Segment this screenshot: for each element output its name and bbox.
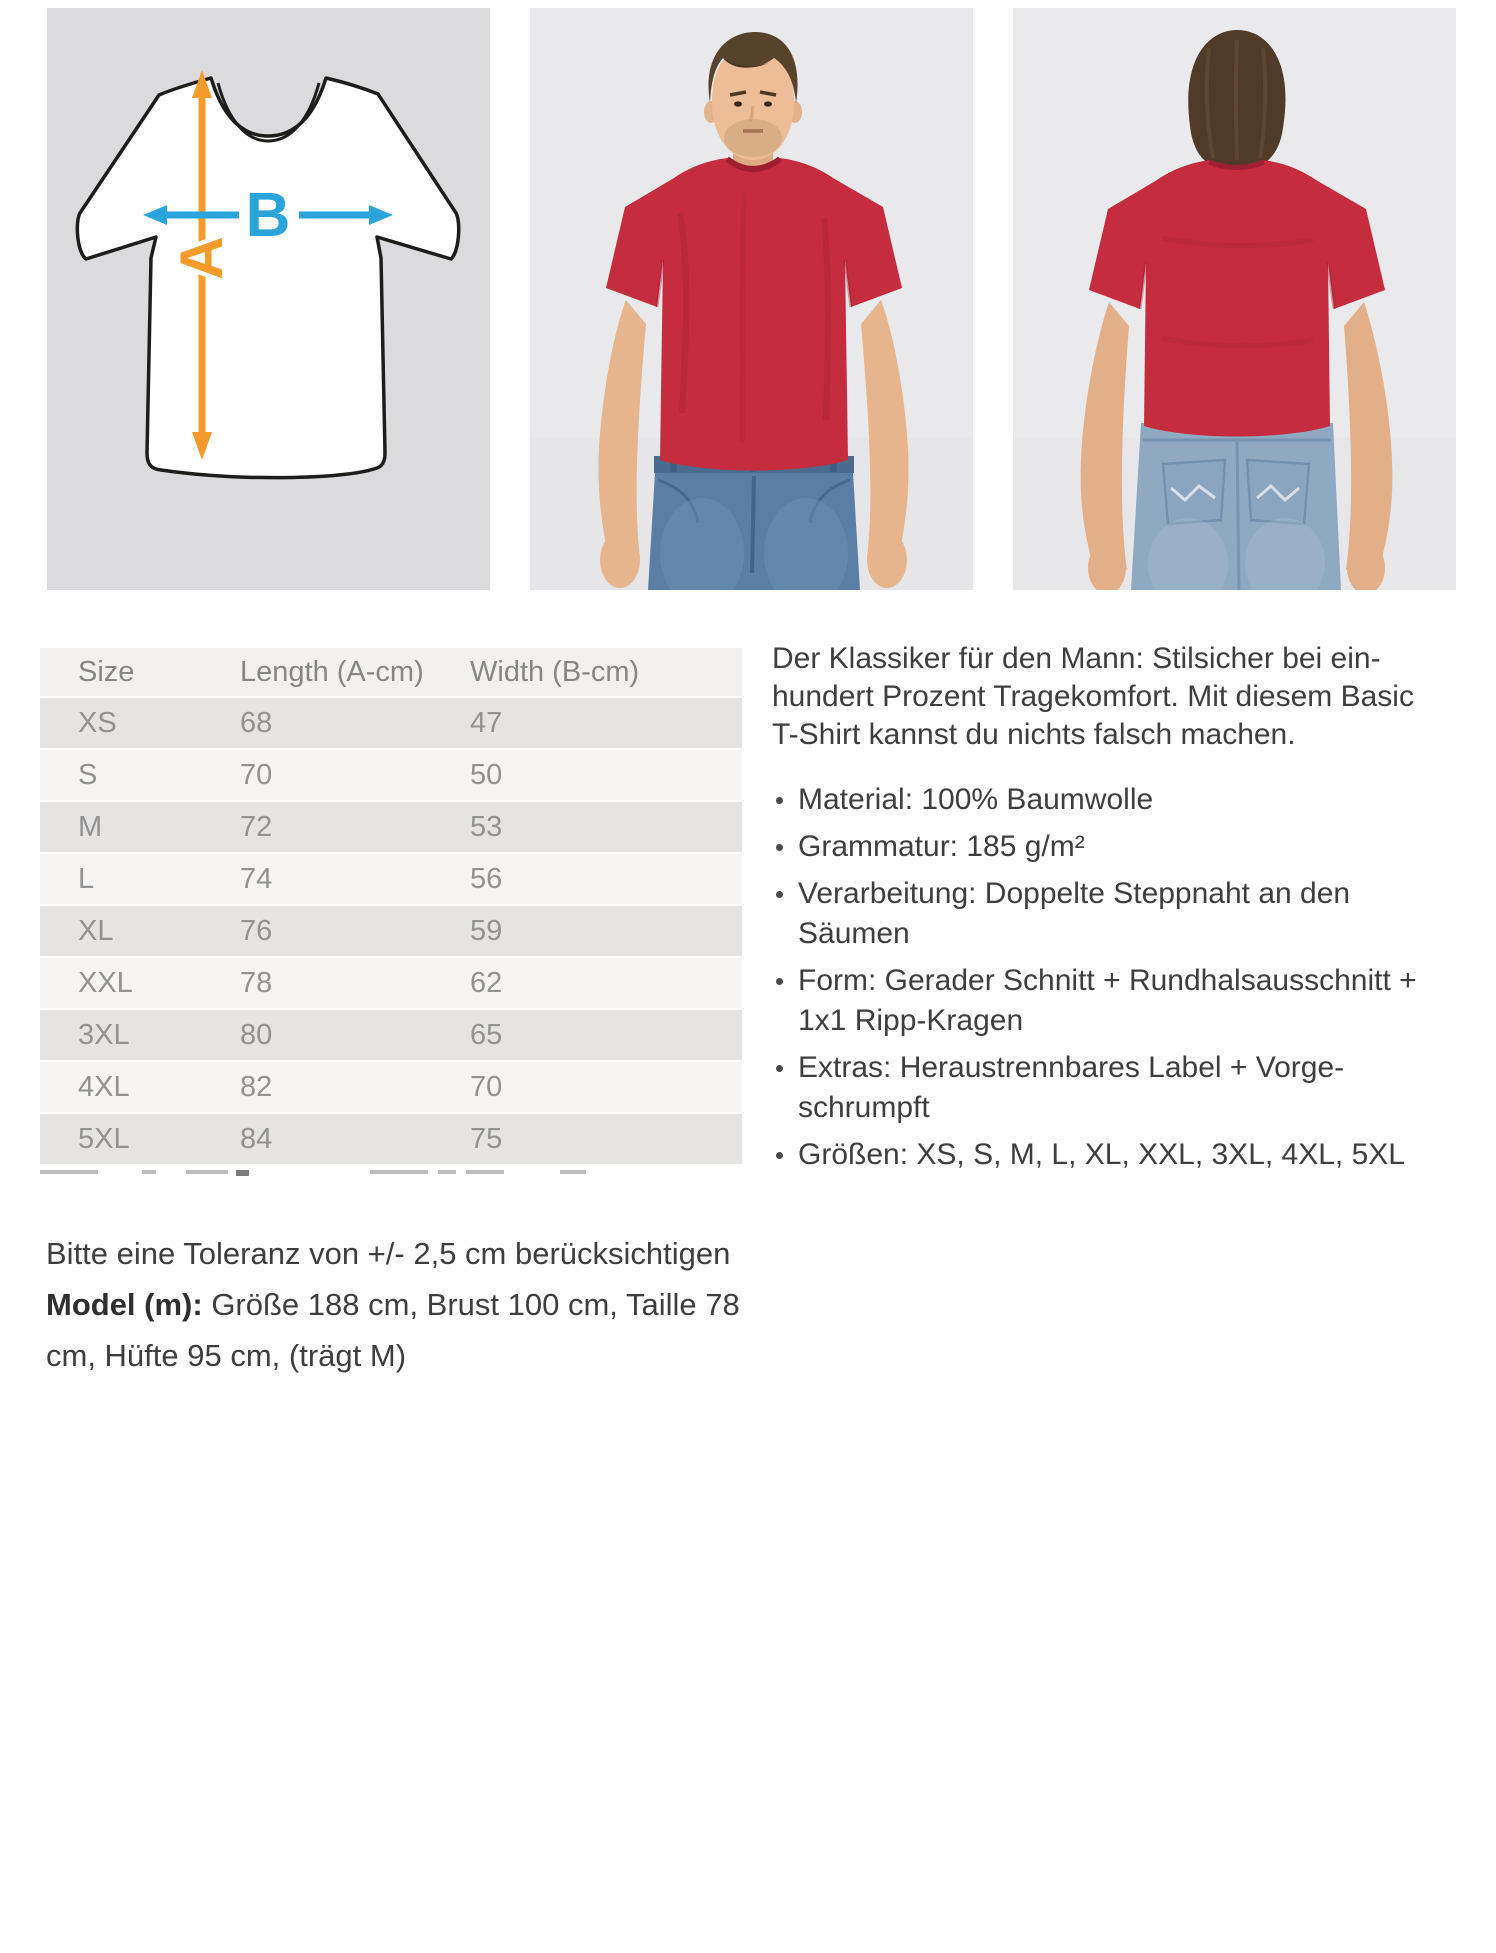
spec-text: Extras: Heraustrennbares Label + Vorgeschrumpft — [798, 1051, 1345, 1124]
cell-width: 53 — [470, 802, 742, 854]
remnant-dash — [370, 1170, 428, 1174]
column-header-size: Size — [40, 648, 240, 698]
bullet-dot-icon — [772, 827, 798, 867]
cell-size: XXL — [40, 958, 240, 1010]
remnant-dash — [40, 1170, 98, 1174]
cell-size: XL — [40, 906, 240, 958]
spec-text: Größen: XS, S, M, L, XL, XXL, 3XL, 4XL, 5XL — [798, 1138, 1405, 1171]
bullet-dot-icon — [772, 780, 798, 820]
spec-item — [772, 780, 1432, 820]
spec-item — [772, 1048, 1432, 1128]
spec-item — [772, 874, 1432, 954]
bullet-dot-icon — [772, 874, 798, 914]
bullet-dot-icon — [772, 961, 798, 1001]
cell-width: 59 — [470, 906, 742, 958]
spec-list — [772, 780, 1432, 1175]
table-header-row — [40, 648, 742, 698]
model-front-photo — [530, 8, 973, 590]
spec-text: Grammatur: 185 g/m² — [798, 830, 1085, 863]
table-row — [40, 698, 742, 750]
cell-size: M — [40, 802, 240, 854]
table-row — [40, 1114, 742, 1166]
cell-size: 5XL — [40, 1114, 240, 1166]
arrow-b-label: B — [245, 181, 291, 250]
model-note-text: Größe 188 cm, Brust 100 cm, Taille 78 cm, Hüfte 95 cm, (trägt M) — [46, 1287, 740, 1373]
tshirt-measure-diagram — [47, 8, 490, 590]
cell-width: 56 — [470, 854, 742, 906]
cell-width: 50 — [470, 750, 742, 802]
cell-length: 82 — [240, 1062, 470, 1114]
spec-text: Form: Gerader Schnitt + Rundhalsausschnitt + 1x1 Ripp-Kragen — [798, 964, 1417, 1037]
model-note-label: Model (m): — [46, 1287, 203, 1322]
cell-width: 62 — [470, 958, 742, 1010]
spec-item — [772, 827, 1432, 867]
table-row — [40, 854, 742, 906]
size-chart-table — [40, 648, 742, 1166]
cell-length: 72 — [240, 802, 470, 854]
spec-item — [772, 1135, 1432, 1175]
cell-size: S — [40, 750, 240, 802]
column-header-length: Length (A-cm) — [240, 648, 470, 698]
cell-length: 84 — [240, 1114, 470, 1166]
model-back-illustration — [1013, 8, 1456, 590]
remnant-dash — [142, 1170, 156, 1174]
cell-size: XS — [40, 698, 240, 750]
jeans-back — [1131, 423, 1341, 590]
cell-size: L — [40, 854, 240, 906]
cell-length: 78 — [240, 958, 470, 1010]
cell-length: 70 — [240, 750, 470, 802]
spec-item — [772, 961, 1432, 1041]
bullet-dot-icon — [772, 1135, 798, 1175]
table-row — [40, 802, 742, 854]
bullet-dot-icon — [772, 1048, 798, 1088]
spec-text: Material: 100% Baumwolle — [798, 783, 1154, 816]
cell-length: 68 — [240, 698, 470, 750]
table-row — [40, 1010, 742, 1062]
table-row — [40, 1062, 742, 1114]
cell-width: 70 — [470, 1062, 742, 1114]
measurement-notes — [46, 1228, 770, 1381]
remnant-dash — [236, 1170, 249, 1176]
cell-width: 47 — [470, 698, 742, 750]
cell-length: 80 — [240, 1010, 470, 1062]
cell-size: 4XL — [40, 1062, 240, 1114]
cell-width: 75 — [470, 1114, 742, 1166]
spec-text: Verarbeitung: Doppelte Steppnaht an den Säumen — [798, 877, 1351, 950]
cell-length: 76 — [240, 906, 470, 958]
clipped-row-remnant — [40, 1168, 742, 1177]
table-row — [40, 958, 742, 1010]
remnant-dash — [466, 1170, 504, 1174]
column-header-width: Width (B-cm) — [470, 648, 742, 698]
remnant-dash — [560, 1170, 586, 1174]
table-row — [40, 750, 742, 802]
arrow-a-label: A — [168, 236, 235, 280]
description-intro: Der Klassiker für den Mann: Stilsicher bei einhundert Prozent Tragekomfort. Mit diesem Basic T-Shirt kannst du nichts falsch machen. — [772, 642, 1414, 751]
cell-size: 3XL — [40, 1010, 240, 1062]
size-diagram-image — [47, 8, 490, 590]
remnant-dash — [186, 1170, 228, 1174]
tolerance-note: Bitte eine Toleranz von +/- 2,5 cm berücksichtigen — [46, 1236, 731, 1271]
product-description — [772, 640, 1432, 1182]
cell-width: 65 — [470, 1010, 742, 1062]
cell-length: 74 — [240, 854, 470, 906]
model-front-illustration — [530, 8, 973, 590]
jeans-front — [648, 456, 860, 590]
model-note — [46, 1279, 770, 1381]
table-row — [40, 906, 742, 958]
model-back-photo — [1013, 8, 1456, 590]
remnant-dash — [438, 1170, 456, 1174]
